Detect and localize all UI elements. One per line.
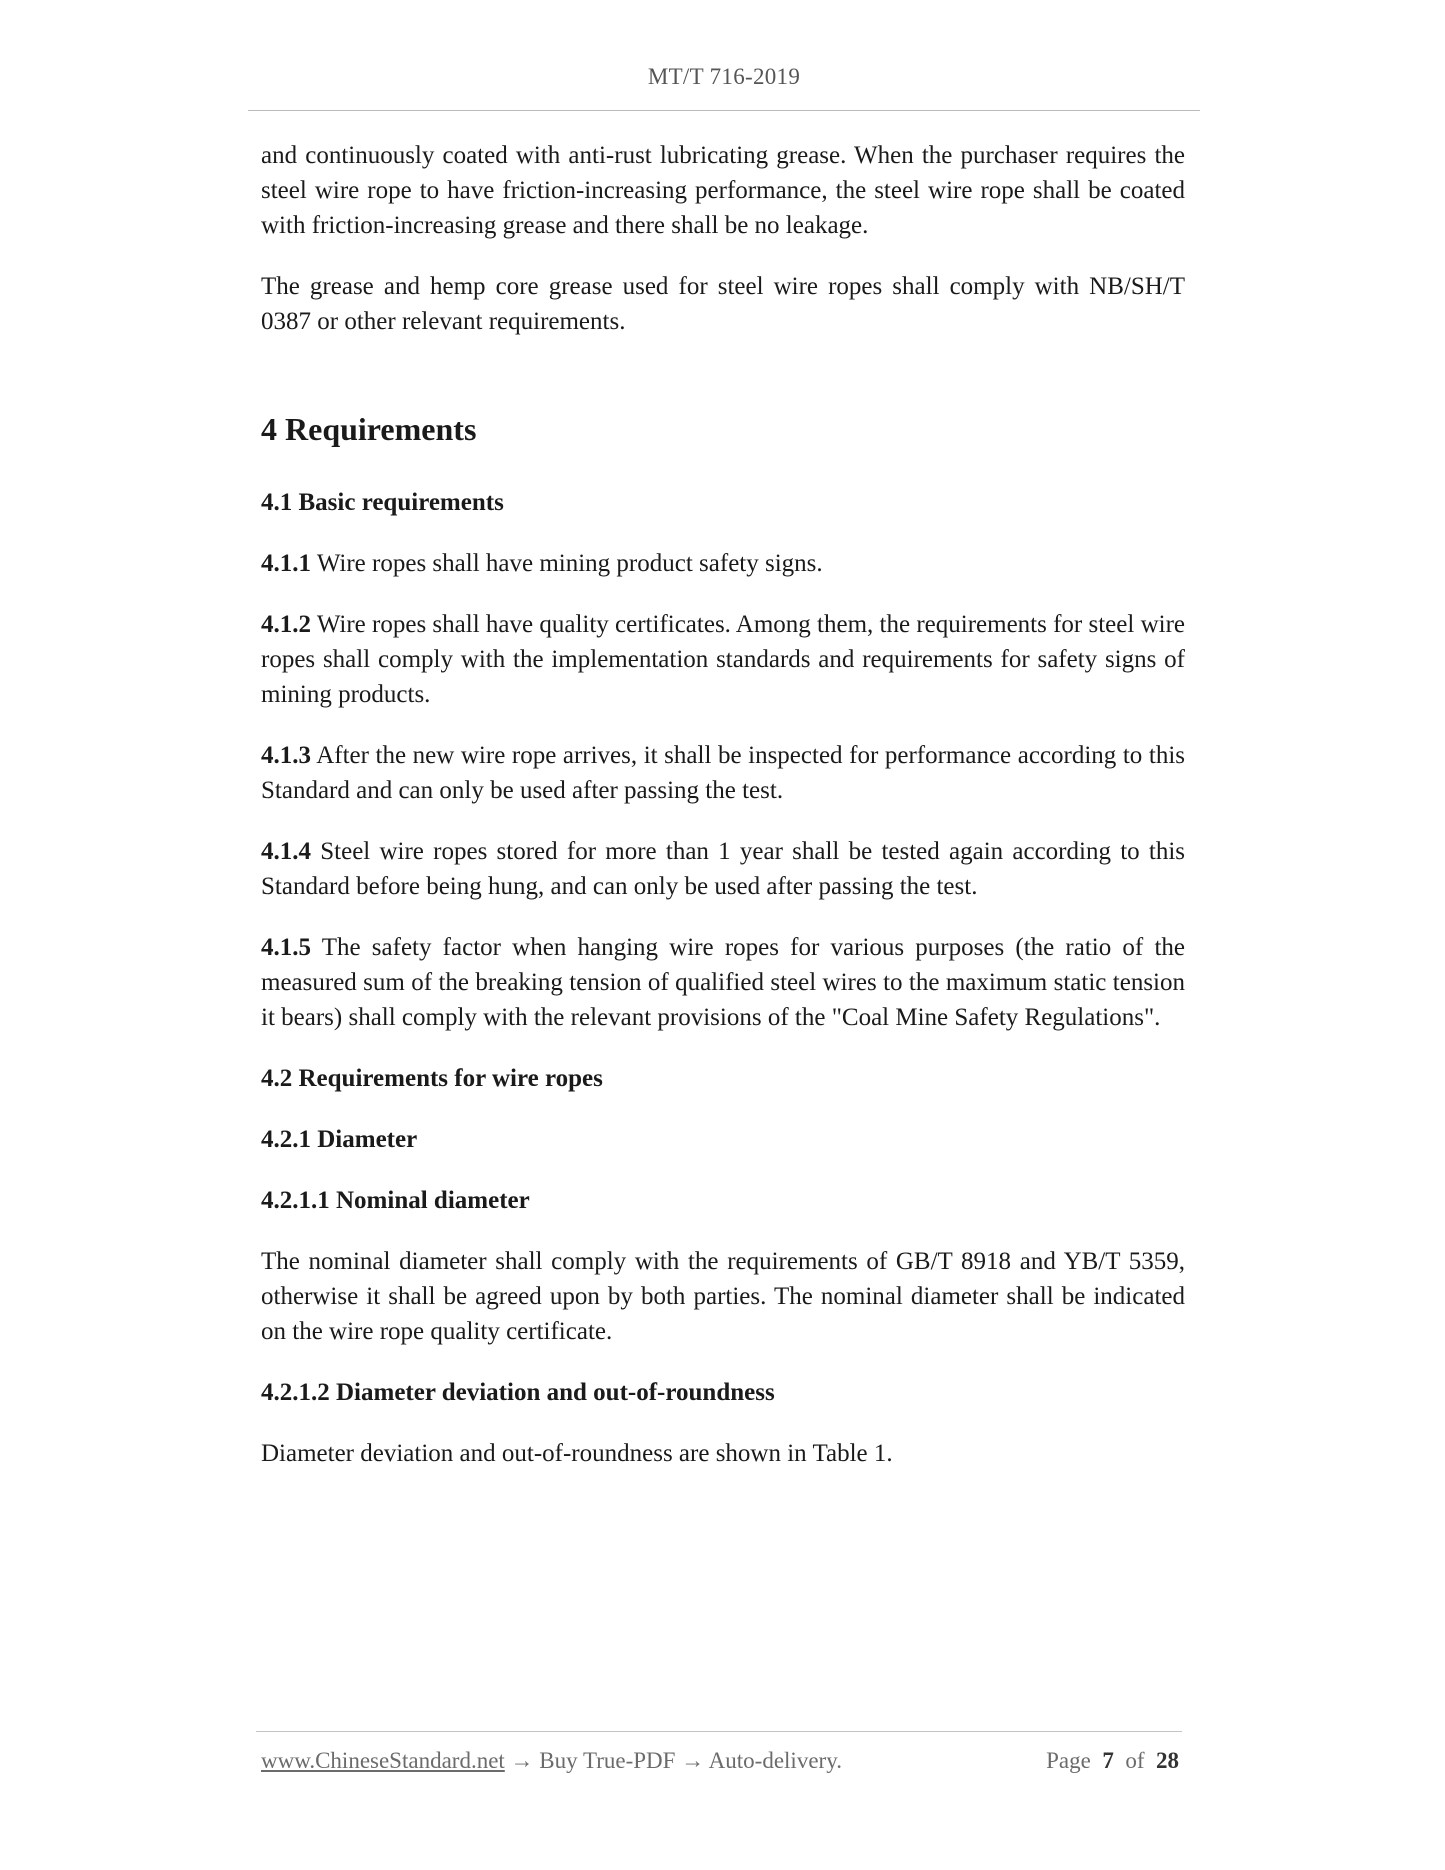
page-total: 28	[1156, 1748, 1179, 1773]
clause-text: Wire ropes shall have mining product safety signs.	[316, 550, 823, 577]
header-divider	[248, 110, 1200, 111]
clause-number: 4.1.2	[261, 611, 311, 638]
of-label: of	[1125, 1748, 1145, 1773]
clause-text: The safety factor when hanging wire ropes for various purposes (the ratio of the measured sum of the breaking tension of qualified steel wires to the maximum static tension it bears) shall comply with the relevant provisions of the "Coal Mine Safety Regulations".	[261, 934, 1185, 1031]
clause-number: 4.1.5	[261, 934, 311, 961]
page-label: Page	[1046, 1748, 1091, 1773]
clause-text: Steel wire ropes stored for more than 1 year shall be tested again according to this Standard before being hung, and can only be used after passing the test.	[261, 838, 1186, 900]
paragraph-nominal-diameter: The nominal diameter shall comply with the requirements of GB/T 8918 and YB/T 5359, otherwise it shall be agreed upon by both parties. The nominal diameter shall be indicated on the wire rope quality certificate.	[261, 1248, 1185, 1345]
page-body	[261, 138, 1185, 1497]
arrow-right-icon: →	[510, 1748, 534, 1773]
page-number: 7	[1102, 1748, 1114, 1773]
subsection-heading-nominal-diameter: 4.2.1.1 Nominal diameter	[261, 1187, 530, 1214]
arrow-right-icon: →	[681, 1748, 705, 1773]
clause-4-1-5	[261, 930, 1185, 1035]
buy-pdf-text: Buy True-PDF	[539, 1748, 676, 1773]
auto-delivery-text: Auto-delivery.	[708, 1748, 842, 1773]
footer-promo	[261, 1748, 842, 1774]
section-heading-requirements: 4 Requirements	[261, 411, 477, 447]
clause-4-1-1	[261, 546, 1185, 581]
subsection-heading-wire-rope-requirements: 4.2 Requirements for wire ropes	[261, 1065, 603, 1092]
clause-text: After the new wire rope arrives, it shall be inspected for performance according to this Standard and can only be used after passing the test.	[261, 742, 1185, 804]
clause-number: 4.1.4	[261, 838, 311, 865]
paragraph-grease-coating: and continuously coated with anti-rust lubricating grease. When the purchaser requires the steel wire rope to have friction-increasing performance, the steel wire rope shall be coated with friction-increasing grease and there shall be no leakage.	[261, 142, 1185, 239]
clause-4-1-4	[261, 834, 1185, 904]
clause-number: 4.1.3	[261, 742, 311, 769]
subsection-heading-basic-requirements: 4.1 Basic requirements	[261, 489, 504, 516]
footer-divider	[256, 1731, 1182, 1732]
clause-4-1-3	[261, 738, 1185, 808]
subsection-heading-diameter-deviation: 4.2.1.2 Diameter deviation and out-of-roundness	[261, 1379, 775, 1406]
paragraph-grease-standard: The grease and hemp core grease used for steel wire ropes shall comply with NB/SH/T 0387 or other relevant requirements.	[261, 273, 1185, 335]
running-header: MT/T 716-2019	[647, 64, 801, 89]
site-link[interactable]: www.ChineseStandard.net	[261, 1748, 505, 1773]
clause-text: Wire ropes shall have quality certificates. Among them, the requirements for steel wire ropes shall comply with the implementation standards and requirements for safety signs of mining products.	[261, 611, 1185, 708]
paragraph-diameter-deviation: Diameter deviation and out-of-roundness are shown in Table 1.	[261, 1440, 893, 1467]
page-counter	[1046, 1748, 1179, 1774]
clause-number: 4.1.1	[261, 550, 311, 577]
subsection-heading-diameter: 4.2.1 Diameter	[261, 1126, 418, 1153]
clause-4-1-2	[261, 607, 1185, 712]
